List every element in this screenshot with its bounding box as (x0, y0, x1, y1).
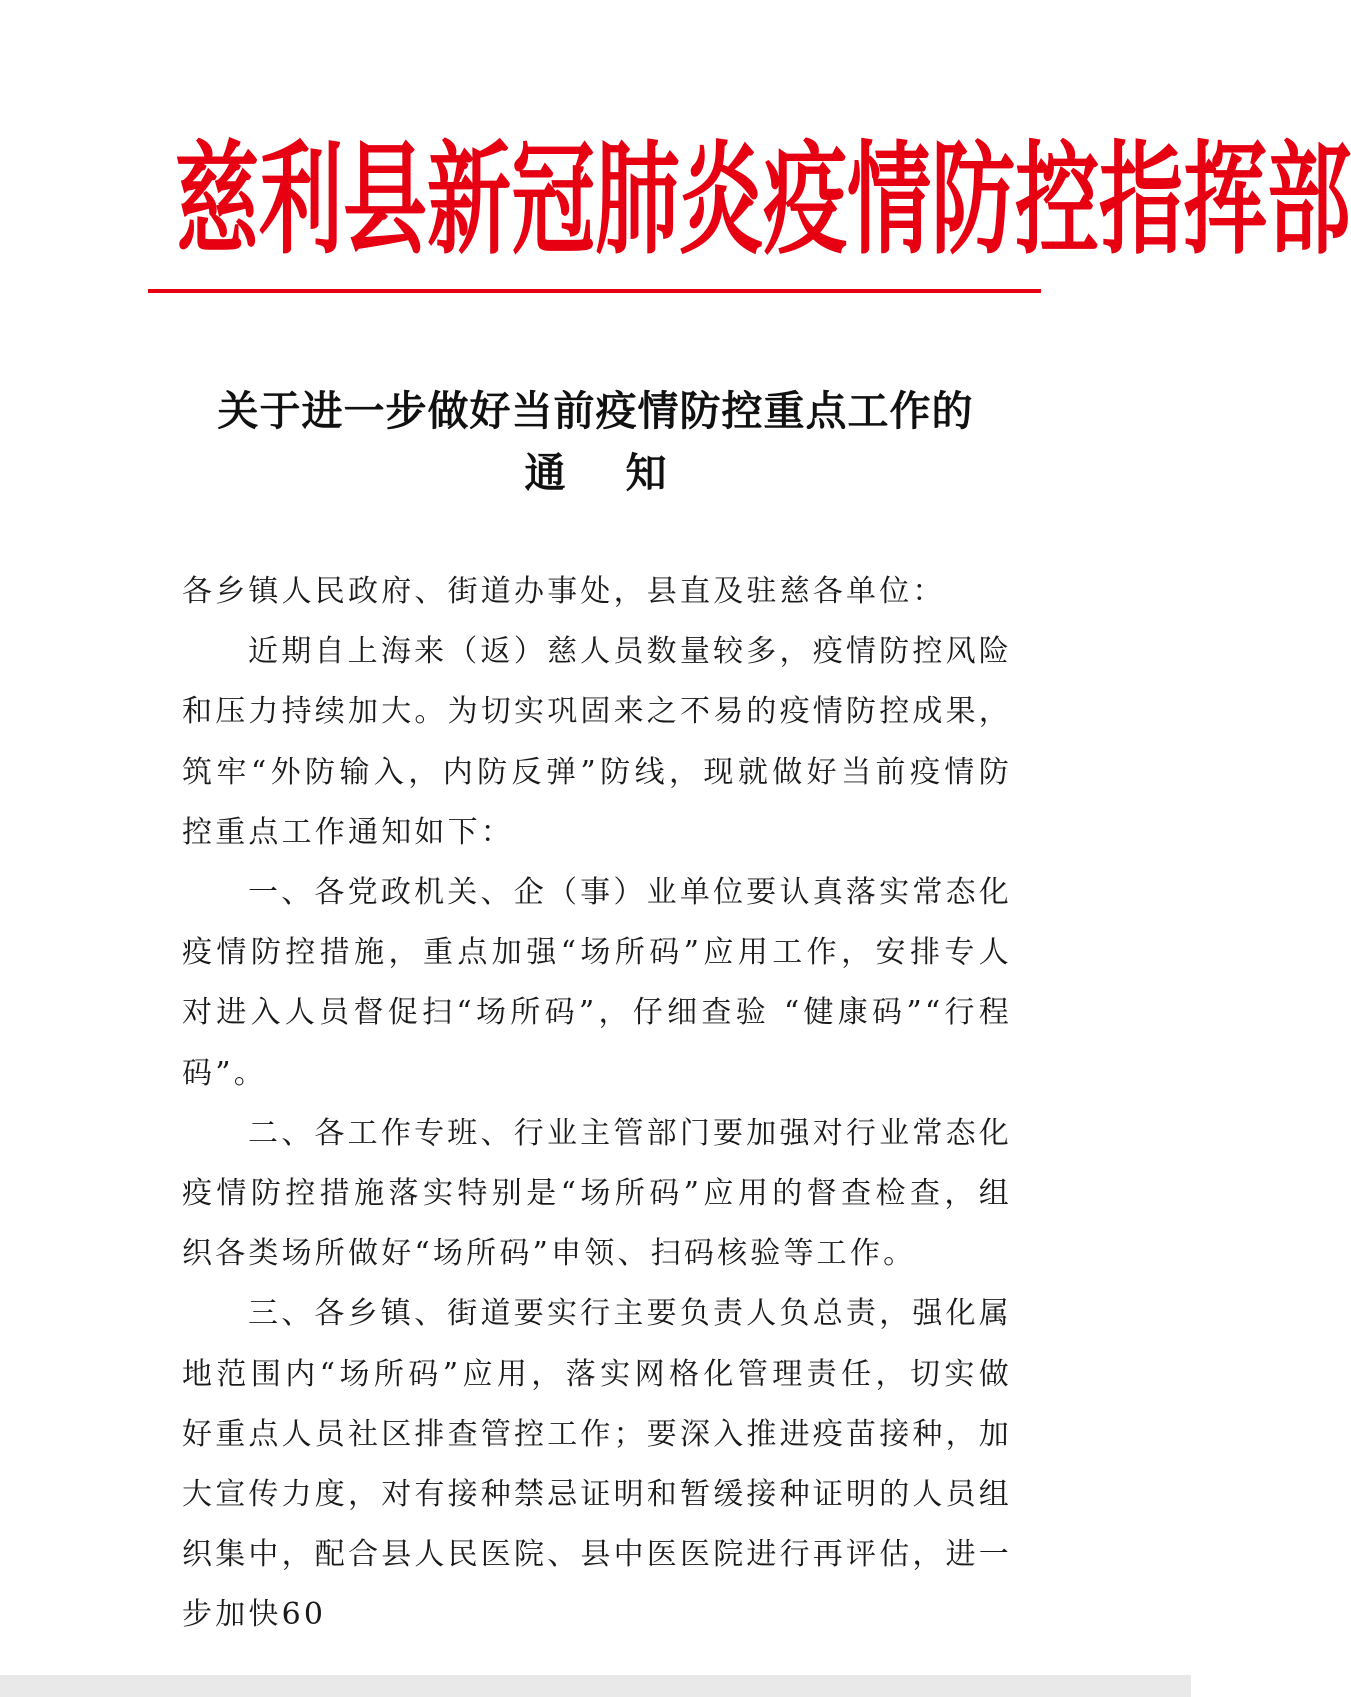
org-name-char: 炎 (679, 128, 764, 272)
document-title: 关于进一步做好当前疫情防控重点工作的 (217, 387, 974, 435)
org-name-char: 慈 (175, 128, 260, 272)
item-three-paragraph: 三、各乡镇、街道要实行主要负责人负总责，强化属地范围内“场所码”应用，落实网格化管理责任，切实做好重点人员社区排查管控工作；要深入推进疫苗接种，加大宣传力度，对有接种禁忌证明和暂缓接种证明的人员组织集中，配合县人民医院、县中医医院进行再评估，进一步加快60 (182, 1296, 1012, 1633)
org-name-char: 部 (1267, 128, 1351, 272)
org-name-char: 控 (1015, 128, 1100, 272)
org-name-char: 防 (931, 128, 1016, 272)
org-name-char: 挥 (1183, 128, 1268, 272)
item-one-paragraph: 一、各党政机关、企（事）业单位要认真落实常态化疫情防控措施，重点加强“场所码”应用工作，安排专人对进入人员督促扫“场所码”，仔细查验 “健康码”“行程码”。 (182, 875, 1012, 1091)
org-name-char: 指 (1099, 128, 1184, 272)
org-name-char: 新 (427, 128, 512, 272)
issuing-organization-header (175, 128, 1351, 272)
document-body (182, 562, 1012, 1646)
org-name-char: 肺 (595, 128, 680, 272)
item-two-paragraph: 二、各工作专班、行业主管部门要加强对行业常态化疫情防控措施落实特别是“场所码”应用的督查检查，组织各类场所做好“场所码”申领、扫码核验等工作。 (182, 1115, 1012, 1272)
header-divider (148, 289, 1041, 293)
page-bottom-edge (0, 1675, 1191, 1697)
org-name-char: 情 (847, 128, 932, 272)
org-name-char: 冠 (511, 128, 596, 272)
org-name-char: 县 (343, 128, 428, 272)
salutation: 各乡镇人民政府、街道办事处，县直及驻慈各单位： (182, 574, 946, 609)
org-name-char: 疫 (763, 128, 848, 272)
org-name-char: 利 (259, 128, 344, 272)
document-title-notice: 通知 (524, 449, 727, 497)
intro-paragraph: 近期自上海来（返）慈人员数量较多，疫情防控风险和压力持续加大。为切实巩固来之不易的疫情防控成果，筑牢“外防输入，内防反弹”防线，现就做好当前疫情防控重点工作通知如下： (182, 634, 1012, 850)
